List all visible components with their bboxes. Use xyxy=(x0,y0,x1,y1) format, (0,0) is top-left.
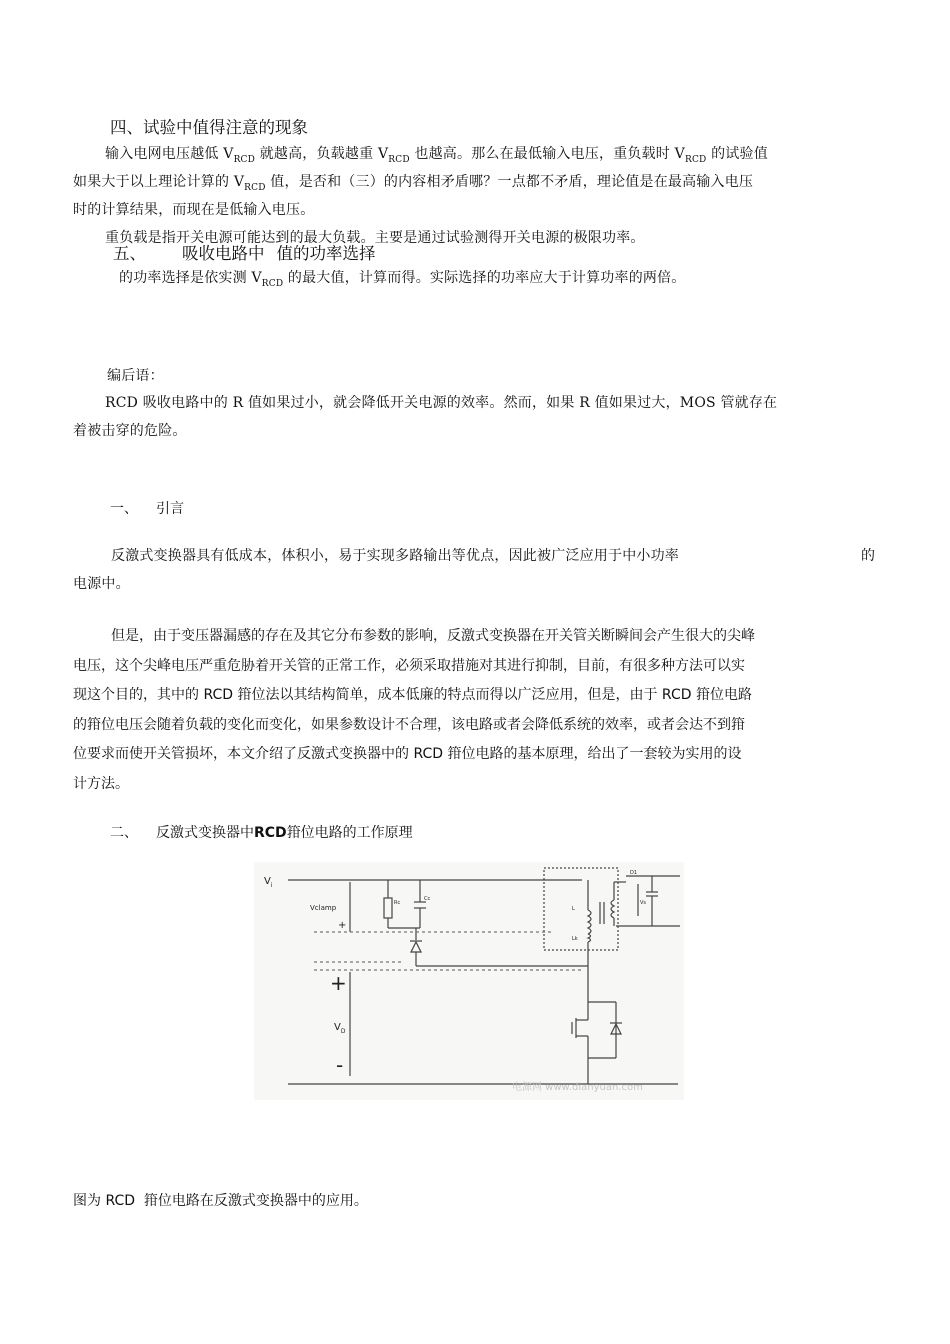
intro-heading: 一、 引言 xyxy=(110,501,184,517)
rc-label: Rc xyxy=(394,900,401,906)
vi-label: V xyxy=(264,876,271,887)
rcd-clamp-circuit-figure xyxy=(254,862,684,1100)
lm-label: L xyxy=(572,906,575,912)
figure-caption: 图为 RCD 箝位电路在反激式变换器中的应用。 xyxy=(73,1193,368,1209)
vclamp-plus: + xyxy=(338,920,347,931)
watermark: 电源网 www.dianyuan.com xyxy=(512,1082,643,1093)
vd-plus: + xyxy=(330,971,347,995)
intro-paragraph-2: 但是，由于变压器漏感的存在及其它分布参数的影响，反激式变换器在开关管关断瞬间会产生很大的尖峰 电压，这个尖峰电压严重危胁着开关管的正常工作，必须采取措施对其进行抑制，目前，有很多种方法可以实 现这个目的，其中的 RCD 箝位法以其结构简单，成本低廉的特点而得以广泛应用，但是，由于 RCD 箝位电路 的箝位电压会随着负载的变化而变化，如果参数设计不合理，该电路或者会降低系统的效率，或者会达不到箝 位要求而使开关管损坏，本文介绍了反激式变换器中的 RCD 箝位电路的基本原理，给出了一套较为实用的设 计方法。 xyxy=(73,628,755,792)
section4-paragraph: 输入电网电压越低 $V_{RCD}$ 就越高，负载越重 $V_{RCD}$ 也越高。那么在最低输入电压，重负载时 $V_{RCD}$ 的试验值 如果大于以上理论计算的 $V_{RCD}$ 值，是否和（三）的内容相矛盾哪？一点都不矛盾，理论值是在最高输入电压 时的计算结果，而现在是低输入电压。 重负载是指开关电源可能达到的最大负载。主要是通过试验测得开关电源的极限功率。 xyxy=(73,140,883,252)
vd-label: $V_D$ xyxy=(334,1022,346,1035)
section4-paragraph-2: 重负载是指开关电源可能达到的最大负载。主要是通过试验测得开关电源的极限功率。 xyxy=(105,230,645,246)
lk-label: Lk xyxy=(572,936,578,942)
principle-heading: 二、 反激式变换器中RCD箝位电路的工作原理 xyxy=(110,825,413,841)
vs-label: Vs xyxy=(640,900,647,906)
afterword-text: RCD 吸收电路中的 R 值如果过小，就会降低开关电源的效率。然而，如果 R 值如果过大，MOS 管就存在 着被击穿的危险。 xyxy=(73,395,778,439)
intro-paragraph-1: 反激式变换器具有低成本，体积小，易于实现多路输出等优点，因此被广泛应用于中小功率 的 电源中。 xyxy=(73,548,876,592)
svg-text:Vi: $V_i$ xyxy=(264,876,273,889)
section4-heading: 四、试验中值得注意的现象 xyxy=(110,118,308,137)
vd-minus: - xyxy=(336,1053,344,1077)
d1-label: D1 xyxy=(630,870,638,876)
section5-paragraph: 的功率选择是依实测 $V_{RCD}$ 的最大值，计算而得。实际选择的功率应大于计算功率的两倍。 xyxy=(119,270,686,289)
section5-heading: 五、 吸收电路中 值的功率选择 xyxy=(113,244,376,263)
afterword-label: 编后语： xyxy=(107,368,164,384)
vclamp-label: Vclamp xyxy=(310,904,337,912)
cc-label: Cc xyxy=(424,896,431,902)
